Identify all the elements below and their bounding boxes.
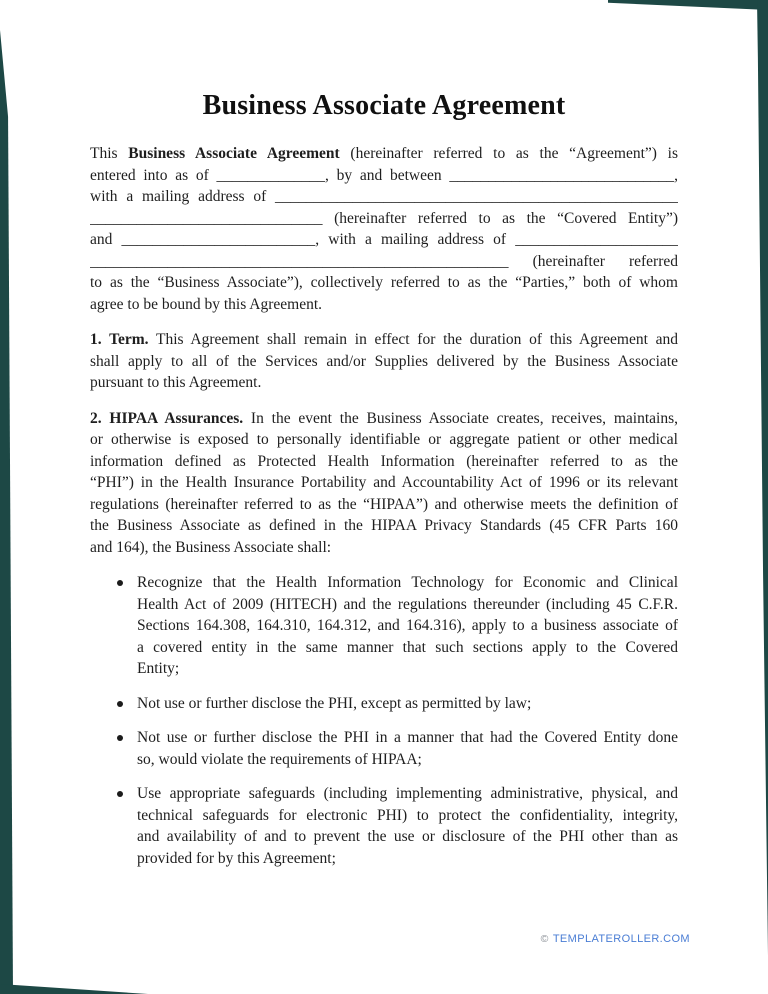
text-segment: with a mailing address of ____________________________________________________	[90, 188, 678, 205]
paragraph	[90, 408, 678, 559]
bullet-icon	[117, 580, 123, 586]
scan-edge-left	[0, 30, 13, 994]
text-segment: shall apply to all of the Services and/or Supplies delivered by the Business Associate	[90, 352, 678, 370]
text-segment: Health Act of 2009 (HITECH) and the regulations thereunder (including 45 C.F.R.	[137, 595, 678, 613]
text-line	[90, 372, 678, 394]
bullet-list	[90, 572, 678, 869]
text-segment: so, would violate the requirements of HIPAA;	[137, 750, 422, 768]
text-line	[90, 251, 678, 273]
text-segment: agree to be bound by this Agreement.	[90, 295, 323, 313]
text-line	[137, 658, 678, 680]
bullet-icon	[117, 735, 123, 741]
scan-edge-top	[608, 0, 768, 10]
text-line	[137, 826, 678, 848]
text-segment: regulations (hereinafter referred to as the “HIPAA”) and otherwise meets the definition of	[90, 495, 678, 513]
text-line	[137, 693, 678, 715]
scan-edge-right	[757, 0, 768, 956]
text-segment: provided for by this Agreement;	[137, 849, 336, 867]
text-segment: pursuant to this Agreement.	[90, 374, 262, 391]
text-segment: This	[90, 145, 129, 162]
text-line	[90, 494, 678, 516]
text-line	[137, 848, 678, 870]
text-line	[90, 537, 678, 559]
text-segment: Use appropriate safeguards (including implementing administrative, physical, and	[137, 785, 678, 802]
text-line	[137, 783, 678, 805]
templateroller-link[interactable]: TEMPLATEROLLER.COM	[552, 933, 690, 945]
text-segment: Sections 164.308, 164.310, 164.312, and 164.316), apply to a business associate of	[137, 617, 678, 634]
text-segment: and _________________________, with a mailing address of _____________________	[90, 231, 678, 248]
text-segment: Entity;	[137, 660, 180, 677]
bullet-icon	[117, 701, 123, 707]
text-line	[90, 472, 678, 494]
paragraph	[90, 143, 678, 315]
scan-edge-bottom	[0, 984, 148, 994]
text-line	[90, 165, 678, 187]
footer	[541, 932, 690, 947]
text-segment: This Agreement shall remain in effect for the duration of this Agreement and	[148, 331, 678, 348]
text-line	[90, 143, 678, 165]
text-line	[90, 294, 678, 316]
text-line	[137, 805, 678, 827]
text-segment: 1. Term.	[90, 331, 149, 348]
bullet-list-item	[90, 693, 678, 715]
text-line	[90, 329, 678, 351]
paragraph	[90, 329, 678, 394]
text-segment: ______________________________________________________ (hereinafter referred	[90, 252, 678, 270]
text-line	[137, 594, 678, 616]
bullet-list-item	[90, 783, 678, 869]
text-line	[137, 637, 678, 659]
text-segment: or otherwise is exposed to personally identifiable or aggregate patient or other medical	[90, 431, 678, 448]
text-line	[90, 515, 678, 537]
text-line	[90, 351, 678, 373]
bullet-list-item	[90, 727, 678, 770]
text-line	[137, 727, 678, 749]
text-segment: Not use or further disclose the PHI, except as permitted by law;	[137, 694, 532, 712]
text-segment: (hereinafter referred to as the “Agreement”) is	[339, 145, 678, 162]
text-segment: a covered entity in the same manner that such sections apply to the Covered	[137, 638, 678, 656]
bullet-list-item	[90, 572, 678, 680]
text-line	[137, 615, 678, 637]
copyright-icon: ©	[540, 933, 549, 945]
text-line	[90, 272, 678, 294]
text-segment: Recognize that the Health Information Technology for Economic and Clinical	[137, 574, 678, 591]
text-segment: 2. HIPAA Assurances.	[90, 409, 244, 427]
text-line	[90, 429, 678, 451]
text-segment: and availability of and to prevent the use or disclosure of the PHI other than as	[137, 828, 678, 845]
bullet-icon	[117, 791, 123, 797]
document-body	[90, 143, 678, 869]
text-segment: Business Associate Agreement	[128, 145, 340, 162]
text-segment: the Business Associate as defined in the HIPAA Privacy Standards (45 CFR Parts 160	[90, 517, 678, 534]
text-line	[90, 208, 678, 230]
text-segment: ______________________________ (hereinafter referred to as the “Covered Entity”)	[90, 209, 678, 227]
text-line	[90, 229, 678, 251]
text-line	[90, 186, 678, 208]
text-line	[90, 451, 678, 473]
page-title: Business Associate Agreement	[202, 90, 566, 121]
text-segment: entered into as of ______________, by and between _____________________________,	[90, 166, 678, 184]
text-line	[137, 572, 678, 594]
text-segment: Not use or further disclose the PHI in a manner that had the Covered Entity done	[137, 729, 678, 746]
text-segment: “PHI”) in the Health Insurance Portability and Accountability Act of 1996 or its relevant	[90, 474, 678, 491]
text-line	[137, 749, 678, 771]
document-content	[90, 90, 678, 883]
text-segment: information defined as Protected Health Information (hereinafter referred to as the	[90, 452, 678, 470]
text-line	[90, 408, 678, 430]
text-segment: and 164), the Business Associate shall:	[90, 538, 332, 556]
text-segment: to as the “Business Associate”), collectively referred to as the “Parties,” both of whom	[90, 274, 678, 291]
text-segment: technical safeguards for electronic PHI) to protect the confidentiality, integrity,	[137, 806, 678, 824]
text-segment: In the event the Business Associate creates, receives, maintains,	[243, 409, 678, 427]
